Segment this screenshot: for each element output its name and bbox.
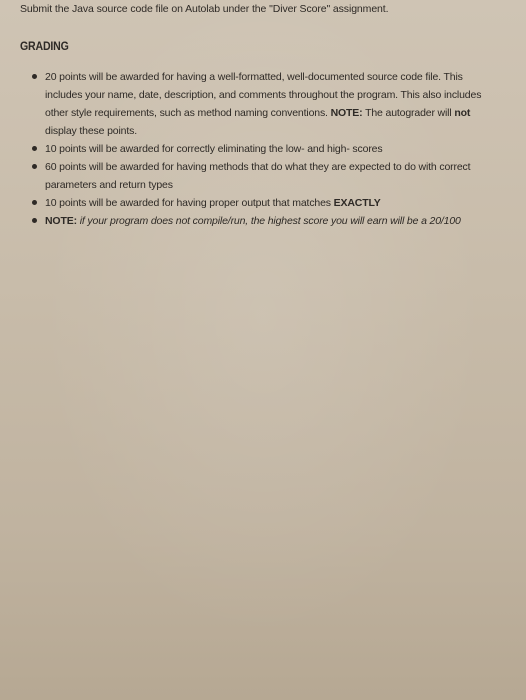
bullet-icon [32, 164, 37, 169]
grading-list [20, 68, 500, 230]
bullet-icon [32, 74, 37, 79]
note-label: NOTE: [45, 215, 77, 227]
note-label: NOTE: [330, 107, 363, 119]
emphasis-exactly: EXACTLY [333, 197, 381, 209]
grading-item-compile-note [20, 212, 500, 230]
grading-item-style-text: 20 points will be awarded for having a well-formatted, well-documented source code file. This includes your name, date, description, and comments throughout the program. This also includes other style requirements, such as method naming conventions. [45, 71, 482, 119]
emphasis-not: not [454, 107, 471, 119]
grading-item-style [20, 68, 500, 140]
grading-item-text: 10 points will be awarded for correctly eliminating the low- and high- scores [45, 143, 383, 155]
grading-item-methods [20, 158, 500, 194]
grading-item-text [45, 215, 461, 227]
grading-item-text: 60 points will be awarded for having methods that do what they are expected to do with correct parameters and return types [45, 161, 471, 191]
grading-item-scores [20, 140, 500, 158]
bullet-icon [32, 218, 37, 223]
grading-item-text [45, 197, 381, 209]
bullet-icon [32, 146, 37, 151]
grading-item-output [20, 194, 500, 212]
grading-item-output-text: 10 points will be awarded for having proper output that matches [45, 197, 334, 209]
grading-item-style-text-3: display these points. [45, 125, 137, 137]
submission-instructions: Submit the Java source code file on Autolab under the "Diver Score" assignment. [20, 3, 389, 15]
grading-item-text [45, 71, 481, 137]
grading-heading: GRADING [20, 39, 69, 53]
grading-item-style-text-2: The autograder will [362, 107, 455, 119]
bullet-icon [32, 200, 37, 205]
compile-note-text: if your program does not compile/run, the highest score you will earn will be a 20/100 [76, 215, 461, 227]
